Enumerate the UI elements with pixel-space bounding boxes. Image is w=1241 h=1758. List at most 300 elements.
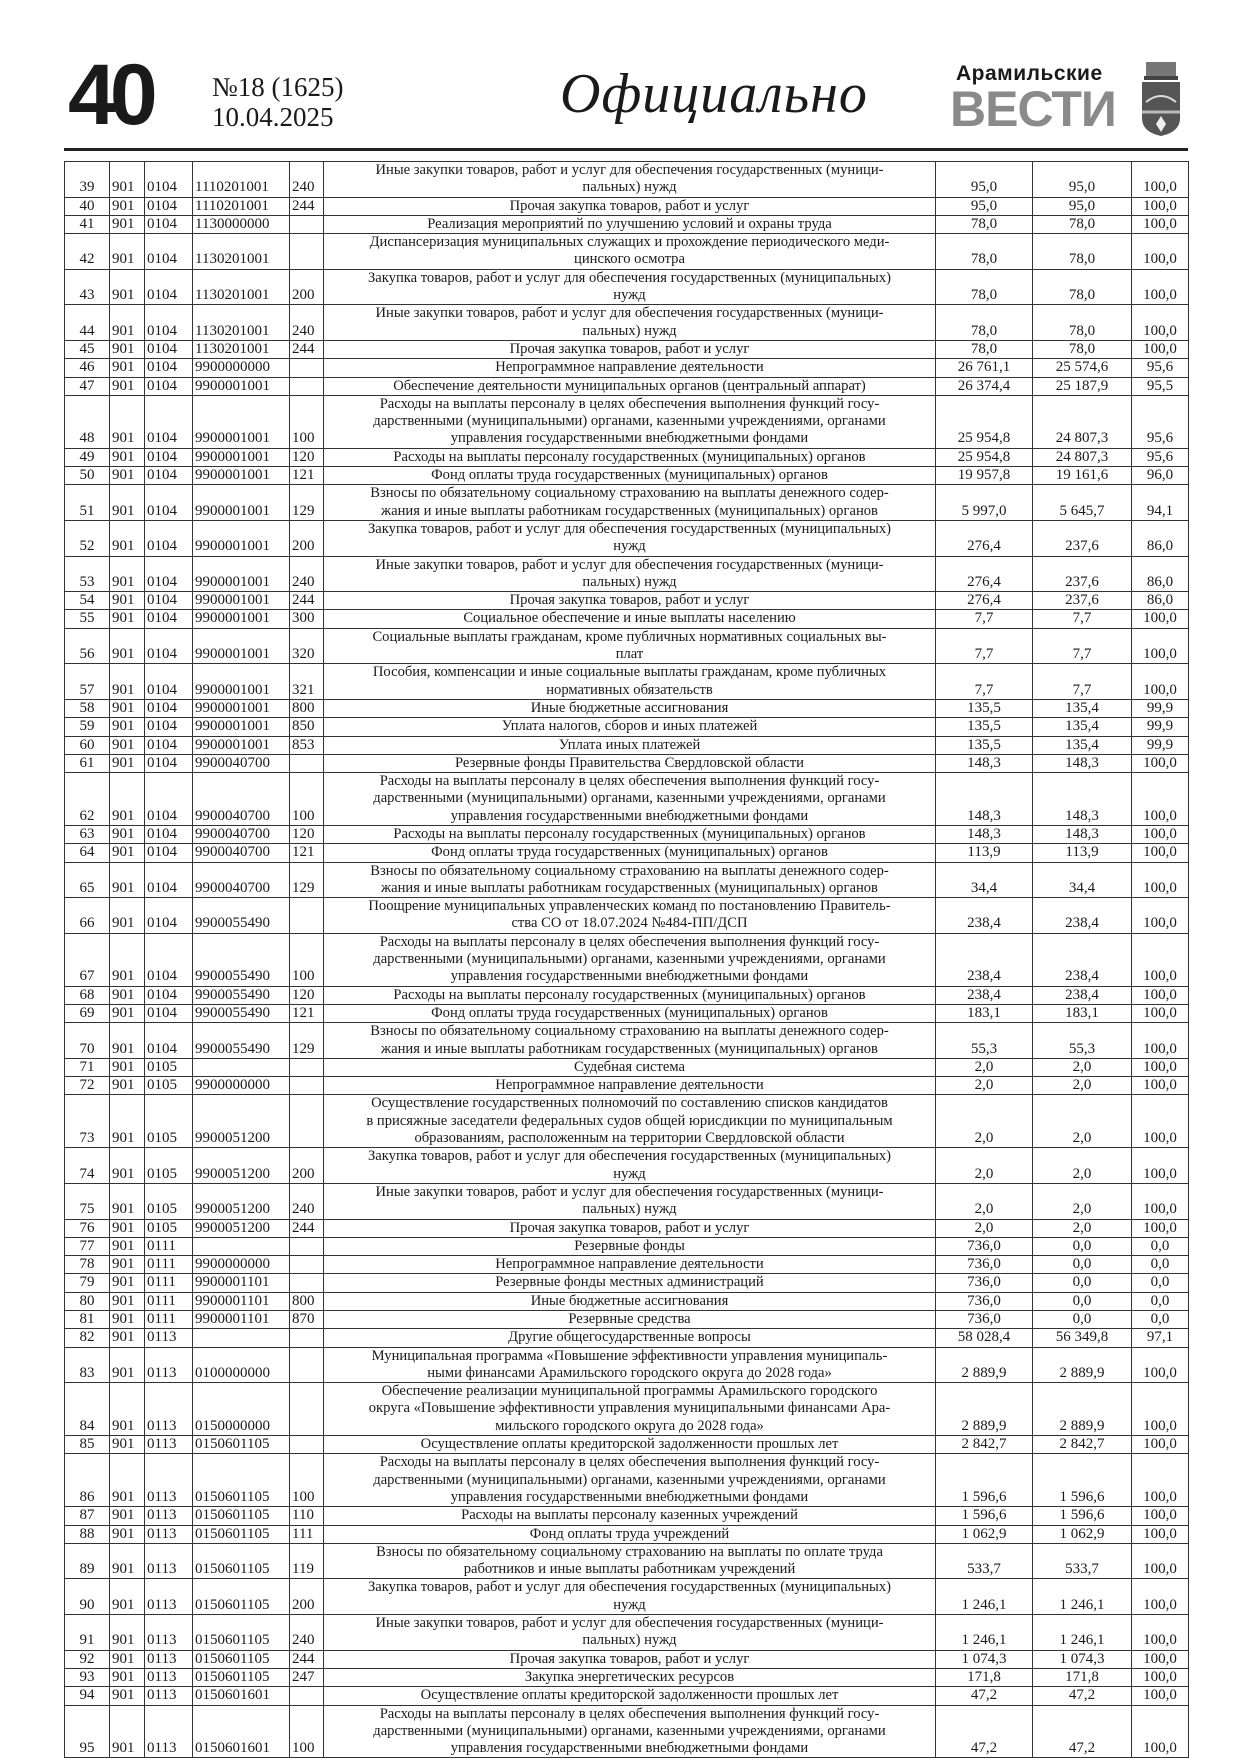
actual-amount: 237,6 [1033, 520, 1132, 556]
target-article-code: 9900055490 [193, 1023, 290, 1059]
row-number: 40 [65, 197, 110, 215]
target-article-code: 1130000000 [193, 215, 290, 233]
row-number: 66 [65, 898, 110, 934]
table-row [65, 628, 1189, 664]
table-row [65, 844, 1189, 862]
plan-amount: 2,0 [936, 1183, 1033, 1219]
execution-percent: 95,6 [1132, 359, 1189, 377]
plan-amount: 7,7 [936, 628, 1033, 664]
execution-percent: 100,0 [1132, 1436, 1189, 1454]
plan-amount: 736,0 [936, 1274, 1033, 1292]
table-row [65, 1219, 1189, 1237]
glava-code: 901 [110, 340, 145, 358]
description: Другие общегосударственные вопросы [324, 1329, 936, 1347]
plan-amount: 1 062,9 [936, 1525, 1033, 1543]
execution-percent: 100,0 [1132, 986, 1189, 1004]
plan-amount: 2,0 [936, 1148, 1033, 1184]
target-article-code: 9900001001 [193, 377, 290, 395]
description: Прочая закупка товаров, работ и услуг [324, 1219, 936, 1237]
section-code: 0104 [145, 377, 193, 395]
plan-amount: 1 246,1 [936, 1579, 1033, 1615]
expense-type-code: 100 [290, 773, 324, 826]
section-code: 0104 [145, 485, 193, 521]
section-code: 0104 [145, 592, 193, 610]
row-number: 95 [65, 1705, 110, 1758]
execution-percent: 100,0 [1132, 1668, 1189, 1686]
description: Непрограммное направление деятельности [324, 1077, 936, 1095]
target-article-code: 9900040700 [193, 862, 290, 898]
row-number: 82 [65, 1329, 110, 1347]
target-article-code: 0150601105 [193, 1668, 290, 1686]
glava-code: 901 [110, 1237, 145, 1255]
expense-type-code: 300 [290, 610, 324, 628]
plan-amount: 25 954,8 [936, 448, 1033, 466]
description: Расходы на выплаты персоналу государственных (муниципальных) органов [324, 986, 936, 1004]
section-code: 0104 [145, 610, 193, 628]
row-number: 64 [65, 844, 110, 862]
plan-amount: 47,2 [936, 1687, 1033, 1705]
glava-code: 901 [110, 1219, 145, 1237]
execution-percent: 100,0 [1132, 215, 1189, 233]
actual-amount: 78,0 [1033, 269, 1132, 305]
section-code: 0104 [145, 234, 193, 270]
target-article-code: 1130201001 [193, 234, 290, 270]
table-row [65, 1650, 1189, 1668]
expense-type-code: 200 [290, 1148, 324, 1184]
section-code: 0111 [145, 1237, 193, 1255]
row-number: 68 [65, 986, 110, 1004]
section-code: 0111 [145, 1311, 193, 1329]
section-code: 0104 [145, 1004, 193, 1022]
description: Иные бюджетные ассигнования [324, 1292, 936, 1310]
actual-amount: 0,0 [1033, 1256, 1132, 1274]
expense-type-code [290, 1436, 324, 1454]
expense-type-code: 129 [290, 485, 324, 521]
target-article-code: 9900001001 [193, 718, 290, 736]
budget-table [64, 161, 1189, 1758]
description: Осуществление оплаты кредиторской задолженности прошлых лет [324, 1436, 936, 1454]
row-number: 80 [65, 1292, 110, 1310]
row-number: 79 [65, 1274, 110, 1292]
row-number: 67 [65, 933, 110, 986]
target-article-code: 9900051200 [193, 1183, 290, 1219]
table-row [65, 1311, 1189, 1329]
target-article-code: 0150601105 [193, 1507, 290, 1525]
plan-amount: 736,0 [936, 1292, 1033, 1310]
actual-amount: 171,8 [1033, 1668, 1132, 1686]
actual-amount: 78,0 [1033, 215, 1132, 233]
expense-type-code [290, 1256, 324, 1274]
row-number: 45 [65, 340, 110, 358]
section-code: 0104 [145, 556, 193, 592]
section-code: 0104 [145, 736, 193, 754]
target-article-code: 9900040700 [193, 825, 290, 843]
description: Резервные фонды Правительства Свердловской области [324, 754, 936, 772]
actual-amount: 5 645,7 [1033, 485, 1132, 521]
row-number: 39 [65, 162, 110, 198]
row-number: 70 [65, 1023, 110, 1059]
actual-amount: 148,3 [1033, 754, 1132, 772]
target-article-code: 0150601105 [193, 1454, 290, 1507]
description: Закупка товаров, работ и услуг для обеспечения государственных (муниципальных) нужд [324, 269, 936, 305]
glava-code: 901 [110, 1183, 145, 1219]
row-number: 71 [65, 1058, 110, 1076]
table-row [65, 305, 1189, 341]
issue-info [212, 72, 344, 132]
execution-percent: 100,0 [1132, 773, 1189, 826]
row-number: 84 [65, 1383, 110, 1436]
target-article-code: 9900001001 [193, 448, 290, 466]
target-article-code: 9900040700 [193, 773, 290, 826]
description: Фонд оплаты труда государственных (муниципальных) органов [324, 467, 936, 485]
actual-amount: 47,2 [1033, 1705, 1132, 1758]
glava-code: 901 [110, 1525, 145, 1543]
execution-percent: 100,0 [1132, 610, 1189, 628]
execution-percent: 100,0 [1132, 933, 1189, 986]
section-code: 0113 [145, 1650, 193, 1668]
actual-amount: 24 807,3 [1033, 448, 1132, 466]
row-number: 92 [65, 1650, 110, 1668]
glava-code: 901 [110, 1687, 145, 1705]
description: Иные закупки товаров, работ и услуг для обеспечения государственных (муници- пальных) нужд [324, 305, 936, 341]
plan-amount: 736,0 [936, 1311, 1033, 1329]
expense-type-code: 121 [290, 467, 324, 485]
target-article-code: 9900051200 [193, 1148, 290, 1184]
description: Прочая закупка товаров, работ и услуг [324, 592, 936, 610]
row-number: 69 [65, 1004, 110, 1022]
plan-amount: 736,0 [936, 1256, 1033, 1274]
plan-amount: 238,4 [936, 933, 1033, 986]
expense-type-code [290, 754, 324, 772]
section-code: 0104 [145, 467, 193, 485]
execution-percent: 100,0 [1132, 1023, 1189, 1059]
plan-amount: 58 028,4 [936, 1329, 1033, 1347]
actual-amount: 7,7 [1033, 664, 1132, 700]
plan-amount: 78,0 [936, 269, 1033, 305]
glava-code: 901 [110, 1615, 145, 1651]
description: Иные бюджетные ассигнования [324, 699, 936, 717]
execution-percent: 100,0 [1132, 1650, 1189, 1668]
target-article-code [193, 1237, 290, 1255]
row-number: 94 [65, 1687, 110, 1705]
section-code: 0113 [145, 1705, 193, 1758]
section-code: 0104 [145, 340, 193, 358]
plan-amount: 1 596,6 [936, 1454, 1033, 1507]
glava-code: 901 [110, 234, 145, 270]
execution-percent: 100,0 [1132, 1383, 1189, 1436]
table-row [65, 1705, 1189, 1758]
target-article-code: 0150601601 [193, 1705, 290, 1758]
execution-percent: 99,9 [1132, 736, 1189, 754]
glava-code: 901 [110, 197, 145, 215]
execution-percent: 100,0 [1132, 1687, 1189, 1705]
expense-type-code [290, 1274, 324, 1292]
description: Закупка товаров, работ и услуг для обеспечения государственных (муниципальных) нужд [324, 520, 936, 556]
expense-type-code: 321 [290, 664, 324, 700]
plan-amount: 7,7 [936, 610, 1033, 628]
section-code: 0113 [145, 1507, 193, 1525]
glava-code: 901 [110, 754, 145, 772]
table-row [65, 269, 1189, 305]
table-row [65, 1668, 1189, 1686]
table-row [65, 234, 1189, 270]
execution-percent: 100,0 [1132, 1058, 1189, 1076]
table-row [65, 699, 1189, 717]
description: Закупка энергетических ресурсов [324, 1668, 936, 1686]
table-row [65, 1615, 1189, 1651]
description: Социальные выплаты гражданам, кроме публичных нормативных социальных вы- плат [324, 628, 936, 664]
description: Иные закупки товаров, работ и услуг для обеспечения государственных (муници- пальных) нужд [324, 1183, 936, 1219]
target-article-code: 9900001001 [193, 736, 290, 754]
row-number: 89 [65, 1543, 110, 1579]
target-article-code: 1130201001 [193, 340, 290, 358]
description: Взносы по обязательному социальному страхованию на выплаты денежного содер- жания и иные выплаты работникам государственных (муниципальных) органов [324, 485, 936, 521]
description: Уплата налогов, сборов и иных платежей [324, 718, 936, 736]
row-number: 81 [65, 1311, 110, 1329]
description: Взносы по обязательному социальному страхованию на выплаты денежного содер- жания и иные выплаты работникам государственных (муниципальных) органов [324, 862, 936, 898]
execution-percent: 95,5 [1132, 377, 1189, 395]
glava-code: 901 [110, 1579, 145, 1615]
expense-type-code [290, 1329, 324, 1347]
actual-amount: 1 074,3 [1033, 1650, 1132, 1668]
plan-amount: 7,7 [936, 664, 1033, 700]
description: Поощрение муниципальных управленческих команд по постановлению Правитель- ства СО от 18.07.2024 №484-ПП/ДСП [324, 898, 936, 934]
execution-percent: 0,0 [1132, 1274, 1189, 1292]
execution-percent: 100,0 [1132, 1543, 1189, 1579]
expense-type-code: 100 [290, 933, 324, 986]
row-number: 51 [65, 485, 110, 521]
actual-amount: 148,3 [1033, 825, 1132, 843]
actual-amount: 78,0 [1033, 234, 1132, 270]
table-row [65, 1004, 1189, 1022]
table-row [65, 986, 1189, 1004]
table-row [65, 718, 1189, 736]
issue-number: №18 (1625) [212, 72, 344, 102]
row-number: 87 [65, 1507, 110, 1525]
execution-percent: 0,0 [1132, 1256, 1189, 1274]
actual-amount: 25 187,9 [1033, 377, 1132, 395]
expense-type-code: 111 [290, 1525, 324, 1543]
glava-code: 901 [110, 1095, 145, 1148]
section-code: 0105 [145, 1183, 193, 1219]
row-number: 60 [65, 736, 110, 754]
expense-type-code: 100 [290, 1705, 324, 1758]
row-number: 43 [65, 269, 110, 305]
glava-code: 901 [110, 1705, 145, 1758]
expense-type-code: 244 [290, 340, 324, 358]
expense-type-code: 200 [290, 1579, 324, 1615]
glava-code: 901 [110, 1311, 145, 1329]
description: Иные закупки товаров, работ и услуг для обеспечения государственных (муници- пальных) нужд [324, 556, 936, 592]
plan-amount: 2,0 [936, 1219, 1033, 1237]
execution-percent: 100,0 [1132, 269, 1189, 305]
glava-code: 901 [110, 1543, 145, 1579]
section-code: 0104 [145, 754, 193, 772]
actual-amount: 34,4 [1033, 862, 1132, 898]
section-code: 0104 [145, 898, 193, 934]
plan-amount: 78,0 [936, 234, 1033, 270]
glava-code: 901 [110, 1668, 145, 1686]
table-row [65, 1077, 1189, 1095]
table-row [65, 1023, 1189, 1059]
plan-amount: 135,5 [936, 718, 1033, 736]
plan-amount: 2 889,9 [936, 1383, 1033, 1436]
plan-amount: 135,5 [936, 736, 1033, 754]
description: Расходы на выплаты персоналу в целях обеспечения выполнения функций госу- дарственными (муниципальными) органами, казенными учреждениями, органами управления государственными внебюджетными фондами [324, 1705, 936, 1758]
table-row [65, 898, 1189, 934]
section-code: 0113 [145, 1668, 193, 1686]
table-row [65, 1507, 1189, 1525]
row-number: 52 [65, 520, 110, 556]
glava-code: 901 [110, 215, 145, 233]
expense-type-code: 100 [290, 395, 324, 448]
execution-percent: 99,9 [1132, 699, 1189, 717]
row-number: 54 [65, 592, 110, 610]
table-row [65, 592, 1189, 610]
glava-code: 901 [110, 1329, 145, 1347]
row-number: 83 [65, 1347, 110, 1383]
section-code: 0104 [145, 359, 193, 377]
target-article-code: 9900001101 [193, 1292, 290, 1310]
row-number: 91 [65, 1615, 110, 1651]
table-row [65, 448, 1189, 466]
actual-amount: 135,4 [1033, 718, 1132, 736]
section-code: 0104 [145, 844, 193, 862]
table-row [65, 1095, 1189, 1148]
plan-amount: 26 761,1 [936, 359, 1033, 377]
section-code: 0104 [145, 162, 193, 198]
row-number: 46 [65, 359, 110, 377]
description: Иные закупки товаров, работ и услуг для обеспечения государственных (муници- пальных) нужд [324, 1615, 936, 1651]
plan-amount: 25 954,8 [936, 395, 1033, 448]
expense-type-code: 244 [290, 1219, 324, 1237]
glava-code: 901 [110, 1436, 145, 1454]
coat-of-arms-icon [1138, 60, 1184, 138]
glava-code: 901 [110, 610, 145, 628]
execution-percent: 95,6 [1132, 395, 1189, 448]
expense-type-code: 244 [290, 197, 324, 215]
target-article-code: 0150601601 [193, 1687, 290, 1705]
glava-code: 901 [110, 1058, 145, 1076]
table-row [65, 1274, 1189, 1292]
actual-amount: 25 574,6 [1033, 359, 1132, 377]
target-article-code: 1130201001 [193, 269, 290, 305]
glava-code: 901 [110, 986, 145, 1004]
row-number: 50 [65, 467, 110, 485]
target-article-code: 9900000000 [193, 1256, 290, 1274]
execution-percent: 95,6 [1132, 448, 1189, 466]
row-number: 44 [65, 305, 110, 341]
expense-type-code: 200 [290, 520, 324, 556]
expense-type-code: 110 [290, 1507, 324, 1525]
plan-amount: 47,2 [936, 1705, 1033, 1758]
actual-amount: 0,0 [1033, 1292, 1132, 1310]
plan-amount: 148,3 [936, 754, 1033, 772]
execution-percent: 100,0 [1132, 162, 1189, 198]
section-code: 0105 [145, 1058, 193, 1076]
glava-code: 901 [110, 1292, 145, 1310]
table-row [65, 467, 1189, 485]
row-number: 86 [65, 1454, 110, 1507]
expense-type-code: 870 [290, 1311, 324, 1329]
actual-amount: 1 596,6 [1033, 1507, 1132, 1525]
expense-type-code: 129 [290, 862, 324, 898]
execution-percent: 100,0 [1132, 1705, 1189, 1758]
expense-type-code: 240 [290, 162, 324, 198]
plan-amount: 2,0 [936, 1058, 1033, 1076]
row-number: 59 [65, 718, 110, 736]
expense-type-code: 119 [290, 1543, 324, 1579]
glava-code: 901 [110, 1507, 145, 1525]
actual-amount: 0,0 [1033, 1311, 1132, 1329]
expense-type-code: 120 [290, 986, 324, 1004]
expense-type-code: 850 [290, 718, 324, 736]
expense-type-code: 244 [290, 592, 324, 610]
table-row [65, 1292, 1189, 1310]
description: Резервные фонды [324, 1237, 936, 1255]
actual-amount: 113,9 [1033, 844, 1132, 862]
table-row [65, 862, 1189, 898]
glava-code: 901 [110, 485, 145, 521]
table-row [65, 1347, 1189, 1383]
plan-amount: 148,3 [936, 773, 1033, 826]
glava-code: 901 [110, 699, 145, 717]
glava-code: 901 [110, 556, 145, 592]
execution-percent: 100,0 [1132, 1004, 1189, 1022]
row-number: 74 [65, 1148, 110, 1184]
expense-type-code: 100 [290, 1454, 324, 1507]
actual-amount: 78,0 [1033, 340, 1132, 358]
plan-amount: 1 596,6 [936, 1507, 1033, 1525]
table-row [65, 825, 1189, 843]
description: Расходы на выплаты персоналу казенных учреждений [324, 1507, 936, 1525]
description: Прочая закупка товаров, работ и услуг [324, 340, 936, 358]
plan-amount: 148,3 [936, 825, 1033, 843]
glava-code: 901 [110, 1274, 145, 1292]
description: Осуществление государственных полномочий по составлению списков кандидатов в присяжные заседатели федеральных судов общей юрисдикции по муниципальным образованиям, расположенным на территории Свердловской области [324, 1095, 936, 1148]
table-row [65, 1256, 1189, 1274]
table-row [65, 664, 1189, 700]
expense-type-code: 120 [290, 448, 324, 466]
row-number: 49 [65, 448, 110, 466]
description: Закупка товаров, работ и услуг для обеспечения государственных (муниципальных) нужд [324, 1579, 936, 1615]
actual-amount: 135,4 [1033, 699, 1132, 717]
table-row [65, 933, 1189, 986]
actual-amount: 238,4 [1033, 933, 1132, 986]
expense-type-code: 240 [290, 1183, 324, 1219]
plan-amount: 276,4 [936, 592, 1033, 610]
target-article-code: 9900001001 [193, 485, 290, 521]
actual-amount: 7,7 [1033, 610, 1132, 628]
actual-amount: 135,4 [1033, 736, 1132, 754]
description: Расходы на выплаты персоналу в целях обеспечения выполнения функций госу- дарственными (муниципальными) органами, казенными учреждениями, органами управления государственными внебюджетными фондами [324, 395, 936, 448]
execution-percent: 100,0 [1132, 1148, 1189, 1184]
actual-amount: 55,3 [1033, 1023, 1132, 1059]
target-article-code: 1110201001 [193, 197, 290, 215]
row-number: 88 [65, 1525, 110, 1543]
execution-percent: 100,0 [1132, 898, 1189, 934]
execution-percent: 100,0 [1132, 1219, 1189, 1237]
execution-percent: 100,0 [1132, 1347, 1189, 1383]
execution-percent: 100,0 [1132, 844, 1189, 862]
target-article-code: 9900001001 [193, 467, 290, 485]
glava-code: 901 [110, 359, 145, 377]
plan-amount: 171,8 [936, 1668, 1033, 1686]
table-row [65, 1329, 1189, 1347]
description: Прочая закупка товаров, работ и услуг [324, 197, 936, 215]
target-article-code: 0150000000 [193, 1383, 290, 1436]
description: Прочая закупка товаров, работ и услуг [324, 1650, 936, 1668]
